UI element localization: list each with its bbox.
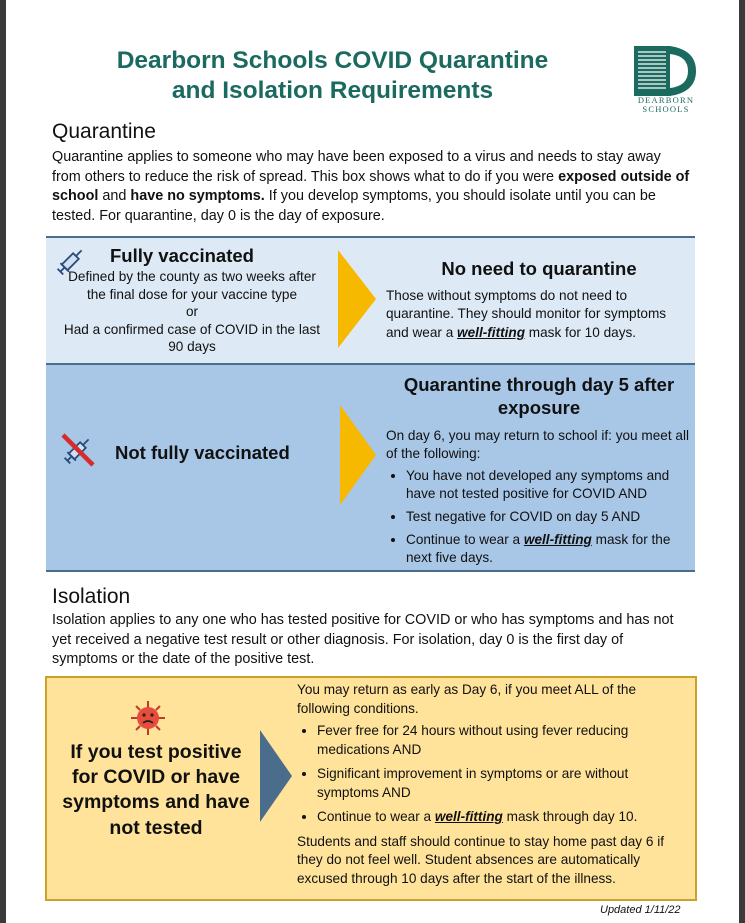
updated-date: Updated 1/11/22 — [600, 904, 681, 916]
quarantine-heading: Quarantine — [52, 120, 156, 143]
chevron-right-icon — [338, 250, 376, 348]
chevron-right-icon — [340, 405, 376, 505]
chevron-right-icon — [260, 730, 292, 822]
not-fully-vaccinated-heading: Not fully vaccinated — [115, 442, 290, 463]
no-quarantine-emphasis: well-fitting — [457, 324, 526, 340]
sick-virus-icon — [130, 700, 166, 736]
list-item-text-1: Continue to wear a — [317, 809, 435, 824]
isolation-box-body — [297, 681, 692, 888]
list-item: • You have not developed any symptoms and have not tested positive for COVID AND — [406, 467, 691, 503]
page-edge-left — [0, 0, 6, 923]
list-item-emphasis: well-fitting — [434, 809, 503, 824]
isolation-closing: Students and staff should continue to stay home past day 6 if they do not feel well. Student absences are automatically excused through 10 days after the start of the illness. — [297, 833, 665, 886]
list-item — [317, 808, 692, 827]
quarantine-day5-list — [386, 467, 691, 567]
crossed-syringe-icon — [58, 430, 98, 470]
no-quarantine-text-2: mask for 10 days. — [525, 324, 637, 340]
logo-text — [630, 96, 702, 114]
list-item — [406, 531, 691, 567]
quarantine-intro-text-3: If you develop symptoms, you should isolate until you can be tested. For quarantine, day 0 is the day of exposure. — [52, 188, 656, 225]
title-line-1: Dearborn Schools COVID Quarantine — [116, 47, 549, 74]
list-item-text-2: mask through day 10. — [502, 809, 638, 824]
isolation-box-heading: If you test positive for COVID or have symptoms and have not tested — [62, 741, 250, 839]
fully-vaccinated-heading: Fully vaccinated — [110, 245, 254, 266]
quarantine-intro-bold-1: exposed outside of school — [52, 168, 690, 205]
logo-text-line-2: SCHOOLS — [642, 104, 690, 114]
page-title — [60, 46, 605, 106]
logo-text-line-1: DEARBORN — [637, 95, 695, 105]
list-item: • Test negative for COVID on day 5 AND — [406, 508, 691, 526]
quarantine-day5-intro: On day 6, you may return to school if: you meet all of the following: — [386, 428, 689, 461]
quarantine-intro-text-1: Quarantine applies to someone who may have been exposed to a virus and needs to stay away from others to reduce the risk of spread. This box shows what to do if you were — [52, 149, 661, 185]
no-quarantine-heading: No need to quarantine — [441, 258, 637, 279]
isolation-intro: Isolation applies to any one who has tested positive for COVID or who has symptoms and has not yet received a negative test result or other diagnosis. For isolation, day 0 is the first day of symptoms or the date of the positive test. — [52, 612, 674, 668]
list-item-emphasis: well-fitting — [523, 532, 592, 547]
quarantine-day5-body — [386, 427, 691, 572]
quarantine-intro-text-2: and — [98, 188, 131, 205]
no-quarantine-text-1: Those without symptoms do not need to quarantine. They should monitor for symptoms and wear a — [386, 288, 667, 340]
isolation-body-intro: You may return as early as Day 6, if you meet ALL of the following conditions. — [297, 682, 637, 716]
quarantine-intro — [52, 148, 692, 227]
page-edge-right — [739, 0, 745, 923]
list-item: • Fever free for 24 hours without using fever reducing medications AND — [317, 722, 692, 759]
list-item-text-2: mask for the next five days. — [406, 532, 671, 565]
isolation-list — [297, 722, 692, 827]
fully-vaccinated-definition — [58, 268, 326, 356]
no-quarantine-body — [386, 287, 686, 342]
list-item: • Significant improvement in symptoms or are without symptoms AND — [317, 765, 692, 802]
title-line-2: and Isolation Requirements — [171, 77, 494, 104]
fully-vaccinated-def-or: or — [185, 304, 199, 319]
quarantine-intro-bold-2: have no symptoms. — [130, 188, 265, 205]
isolation-heading: Isolation — [52, 585, 131, 608]
quarantine-day5-heading: Quarantine through day 5 after exposure — [403, 374, 675, 418]
fully-vaccinated-def-line-1: Defined by the county as two weeks after the final dose for your vaccine type — [68, 269, 316, 302]
list-item-text-1: Continue to wear a — [406, 532, 524, 547]
fully-vaccinated-def-line-2: Had a confirmed case of COVID in the last 90 days — [63, 321, 321, 354]
